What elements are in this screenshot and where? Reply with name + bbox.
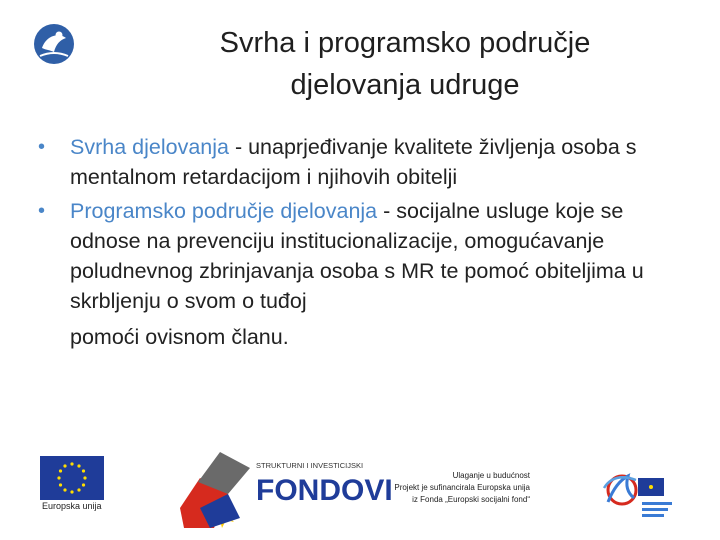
fondovi-logo xyxy=(180,448,393,528)
eu-flag-icon xyxy=(40,456,104,500)
page-title xyxy=(120,22,690,106)
title-line-2: djelovanja udruge xyxy=(290,69,520,101)
bullet-text: - socijalne usluge koje se odnose na prevenciju institucionalizacije, omogućavanje poludnevnog zbrinjavanja osoba s MR te pomoć obiteljima u skrbljenju o svom o tuđoj xyxy=(70,199,644,313)
bullet-label: Programsko područje djelovanja xyxy=(70,199,378,223)
ministry-logo xyxy=(598,462,678,524)
bullet-text-end: pomoći ovisnom članu. xyxy=(70,325,289,349)
bullet-item-purpose xyxy=(34,132,684,192)
fondovi-main-text: FONDOVI xyxy=(256,474,393,507)
invest-line-1: Ulaganje u budućnost xyxy=(452,471,530,480)
content-body xyxy=(34,132,684,356)
bullet-text: - unaprjeđivanje kvalitete življenja osoba s mentalnom retardacijom i njihovih obitelji xyxy=(70,135,637,189)
invest-line-3: iz Fonda „Europski socijalni fond“ xyxy=(412,495,530,504)
fondovi-top-text: STRUKTURNI I INVESTICIJSKI xyxy=(256,461,364,470)
title-line-1: Svrha i programsko područje xyxy=(219,27,591,59)
bullet-item-program-area xyxy=(34,196,684,352)
eu-caption: Europska unija xyxy=(42,501,102,511)
bullet-icon: • xyxy=(38,136,46,158)
invest-line-2: Projekt je sufinancirala Europska unija xyxy=(394,483,530,492)
footer xyxy=(0,440,720,540)
bullet-label: Svrha djelovanja xyxy=(70,135,229,159)
bullet-icon: • xyxy=(38,200,46,222)
organization-logo xyxy=(32,22,76,66)
investment-notice xyxy=(380,470,530,506)
